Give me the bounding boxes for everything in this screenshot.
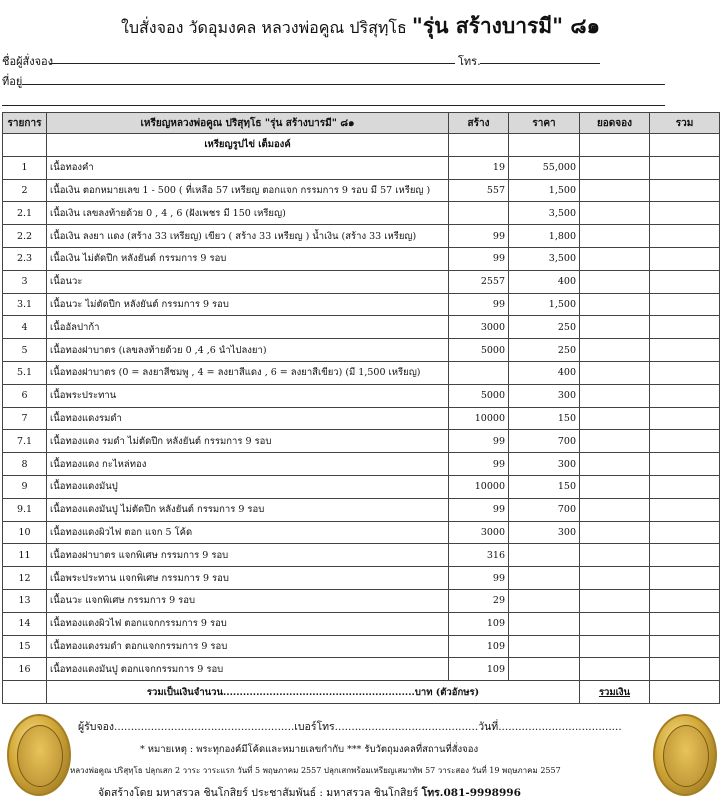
table-row: [3, 293, 720, 316]
table-row: [3, 567, 720, 590]
row-total-cell[interactable]: [650, 225, 720, 248]
row-total-cell[interactable]: [650, 270, 720, 293]
address-label: ที่อยู่: [2, 75, 23, 88]
row-total-cell[interactable]: [650, 202, 720, 225]
row-price: 1,500: [509, 179, 580, 202]
table-row: [3, 156, 720, 179]
row-description: เนื้อนวะ แจกพิเศษ กรรมการ 9 รอบ: [47, 589, 449, 612]
row-order-qty-cell[interactable]: [580, 567, 650, 590]
remark-note: * หมายเหตุ : พระทุกองค์มีโค้ดและหมายเลขกำกับ *** รับวัตถุมงคลที่สถานที่สั่งจอง: [140, 744, 479, 755]
row-description: เนื้ออัลปาก้า: [47, 316, 449, 339]
table-row: [3, 498, 720, 521]
row-no: 8: [3, 453, 47, 476]
row-price: 400: [509, 361, 580, 384]
table-row: [3, 521, 720, 544]
row-created-qty: 109: [449, 635, 509, 658]
table-row: [3, 361, 720, 384]
row-no: 5: [3, 339, 47, 362]
orderer-label: ชื่อผู้สั่งจอง: [2, 55, 54, 68]
table-row: [3, 544, 720, 567]
row-no: 7: [3, 407, 47, 430]
row-total-cell[interactable]: [650, 156, 720, 179]
row-order-qty-cell[interactable]: [580, 658, 650, 681]
row-price: 250: [509, 316, 580, 339]
row-total-cell[interactable]: [650, 475, 720, 498]
row-total-cell[interactable]: [650, 407, 720, 430]
table-row: [3, 225, 720, 248]
row-no: 7.1: [3, 430, 47, 453]
table-row: [3, 453, 720, 476]
row-description: เนื้อทองฝาบาตร (0 = ลงยาสีชมพู , 4 = ลงยาสีแดง , 6 = ลงยาสีเขียว) (มี 1,500 เหรียญ): [47, 361, 449, 384]
row-description: เนื้อเงิน เลขลงท้ายด้วย 0 , 4 , 6 (ฝังเพชร มี 150 เหรียญ): [47, 202, 449, 225]
row-description: เนื้อทองฝาบาตร แจกพิเศษ กรรมการ 9 รอบ: [47, 544, 449, 567]
table-row: [3, 589, 720, 612]
row-total-cell[interactable]: [650, 521, 720, 544]
row-total-cell[interactable]: [650, 179, 720, 202]
row-no: 2.2: [3, 225, 47, 248]
row-created-qty: 316: [449, 544, 509, 567]
row-price: [509, 567, 580, 590]
row-description: เนื้อทองแดงรมดำ: [47, 407, 449, 430]
row-order-qty-cell[interactable]: [580, 453, 650, 476]
col-total: รวม: [650, 113, 720, 134]
row-total-cell[interactable]: [650, 612, 720, 635]
row-no: 2: [3, 179, 47, 202]
row-price: [509, 635, 580, 658]
row-description: เนื้อทองแดงมันปู: [47, 475, 449, 498]
row-created-qty: 99: [449, 247, 509, 270]
row-order-qty-cell[interactable]: [580, 316, 650, 339]
row-total-cell[interactable]: [650, 635, 720, 658]
row-order-qty-cell[interactable]: [580, 407, 650, 430]
row-created-qty: 2557: [449, 270, 509, 293]
row-description: เนื้อทองแดงรมดำ ตอกแจกกรรมการ 9 รอบ: [47, 635, 449, 658]
row-order-qty-cell[interactable]: [580, 202, 650, 225]
row-order-qty-cell[interactable]: [580, 339, 650, 362]
row-total-cell[interactable]: [650, 293, 720, 316]
row-price: 150: [509, 475, 580, 498]
section-row: [3, 134, 720, 157]
row-description: เนื้อเงิน ลงยา แดง (สร้าง 33 เหรียญ) เขียว ( สร้าง 33 เหรียญ ) น้ำเงิน (สร้าง 33 เหรียญ): [47, 225, 449, 248]
row-price: 55,000: [509, 156, 580, 179]
row-description: เนื้อเงิน ไม่ตัดปีก หลังยันต์ กรรมการ 9 รอบ: [47, 247, 449, 270]
table-row: [3, 635, 720, 658]
row-total-cell[interactable]: [650, 339, 720, 362]
col-item-no: รายการ: [3, 113, 47, 134]
table-row: [3, 270, 720, 293]
row-price: 300: [509, 453, 580, 476]
row-price: 250: [509, 339, 580, 362]
row-no: 15: [3, 635, 47, 658]
organizer-line: [98, 784, 521, 801]
row-created-qty: 5000: [449, 339, 509, 362]
row-price: [509, 589, 580, 612]
row-created-qty: 19: [449, 156, 509, 179]
phone-field[interactable]: [480, 63, 600, 64]
row-total-cell[interactable]: [650, 589, 720, 612]
row-price: 300: [509, 384, 580, 407]
row-no: 13: [3, 589, 47, 612]
table-row: [3, 247, 720, 270]
row-price: 3,500: [509, 247, 580, 270]
row-created-qty: 99: [449, 498, 509, 521]
row-order-qty-cell[interactable]: [580, 544, 650, 567]
row-total-cell[interactable]: [650, 430, 720, 453]
row-order-qty-cell[interactable]: [580, 612, 650, 635]
row-created-qty: [449, 202, 509, 225]
col-ordered: ยอดจอง: [580, 113, 650, 134]
row-description: เนื้อนวะ: [47, 270, 449, 293]
row-no: 10: [3, 521, 47, 544]
row-total-cell[interactable]: [650, 498, 720, 521]
order-table: [2, 112, 720, 704]
row-no: 9.1: [3, 498, 47, 521]
row-order-qty-cell[interactable]: [580, 498, 650, 521]
row-order-qty-cell[interactable]: [580, 293, 650, 316]
row-order-qty-cell[interactable]: [580, 179, 650, 202]
row-no: 12: [3, 567, 47, 590]
table-row: [3, 339, 720, 362]
receiver-line: ผู้รับจอง......................................................เบอร์โทร...........................................วันที่.....................................: [78, 721, 622, 733]
row-description: เนื้อพระประทาน แจกพิเศษ กรรมการ 9 รอบ: [47, 567, 449, 590]
medal-back-image: [653, 714, 717, 796]
document-title: [0, 10, 721, 43]
row-price: 300: [509, 521, 580, 544]
row-no: 6: [3, 384, 47, 407]
row-created-qty: 99: [449, 225, 509, 248]
row-description: เนื้อทองแดงมันปู ตอกแจกกรรมการ 9 รอบ: [47, 658, 449, 681]
row-total-cell[interactable]: [650, 361, 720, 384]
row-price: [509, 612, 580, 635]
row-price: 1,500: [509, 293, 580, 316]
table-row: [3, 316, 720, 339]
row-description: เนื้อเงิน ตอกหมายเลข 1 - 500 ( ที่เหลือ 57 เหรียญ ตอกแจก กรรมการ 9 รอบ มี 57 เหรียญ ): [47, 179, 449, 202]
row-order-qty-cell[interactable]: [580, 521, 650, 544]
row-price: 700: [509, 498, 580, 521]
row-no: 4: [3, 316, 47, 339]
row-order-qty-cell[interactable]: [580, 225, 650, 248]
row-created-qty: 10000: [449, 407, 509, 430]
row-no: 9: [3, 475, 47, 498]
row-no: 2.1: [3, 202, 47, 225]
row-created-qty: 109: [449, 612, 509, 635]
row-no: 14: [3, 612, 47, 635]
total-row: [3, 681, 720, 704]
row-order-qty-cell[interactable]: [580, 270, 650, 293]
row-total-cell[interactable]: [650, 316, 720, 339]
row-created-qty: 29: [449, 589, 509, 612]
row-description: เนื้อทองฝาบาตร (เลขลงท้ายด้วย 0 ,4 ,6 นำไปลงยา): [47, 339, 449, 362]
table-header: [3, 113, 720, 134]
row-no: 3.1: [3, 293, 47, 316]
row-created-qty: [449, 361, 509, 384]
row-order-qty-cell[interactable]: [580, 635, 650, 658]
row-description: เนื้อทองแดงมันปู ไม่ตัดปีก หลังยันต์ กรรมการ 9 รอบ: [47, 498, 449, 521]
table-row: [3, 475, 720, 498]
row-price: [509, 544, 580, 567]
row-price: 1,800: [509, 225, 580, 248]
title-prefix: ใบสั่งจอง วัดอุมงคล หลวงพ่อคูณ ปริสุทฺโธ: [121, 18, 407, 37]
row-created-qty: 557: [449, 179, 509, 202]
row-description: เนื้อทองคำ: [47, 156, 449, 179]
row-created-qty: 3000: [449, 316, 509, 339]
row-total-cell[interactable]: [650, 384, 720, 407]
row-order-qty-cell[interactable]: [580, 384, 650, 407]
col-description: เหรียญหลวงพ่อคูณ ปริสุทฺโธ "รุ่น สร้างบารมี" ๘๑: [47, 113, 449, 134]
row-no: 16: [3, 658, 47, 681]
address-field-line-1[interactable]: [22, 84, 665, 85]
table-row: [3, 384, 720, 407]
table-row: [3, 612, 720, 635]
row-price: 150: [509, 407, 580, 430]
row-price: 700: [509, 430, 580, 453]
col-created: สร้าง: [449, 113, 509, 134]
table-row: [3, 658, 720, 681]
row-description: เนื้อพระประทาน: [47, 384, 449, 407]
footer: [0, 712, 721, 800]
row-description: เนื้อทองแดงผิวไฟ ตอก แจก 5 โค้ด: [47, 521, 449, 544]
col-price: ราคา: [509, 113, 580, 134]
contact-phone: โทร.081-9998996: [421, 787, 521, 799]
row-created-qty: 99: [449, 567, 509, 590]
row-order-qty-cell[interactable]: [580, 156, 650, 179]
row-description: เนื้อทองแดงผิวไฟ ตอกแจกกรรมการ 9 รอบ: [47, 612, 449, 635]
row-no: 5.1: [3, 361, 47, 384]
row-order-qty-cell[interactable]: [580, 430, 650, 453]
row-description: เนื้อนวะ ไม่ตัดปีก หลังยันต์ กรรมการ 9 รอบ: [47, 293, 449, 316]
row-created-qty: 99: [449, 453, 509, 476]
medal-front-image: [7, 714, 71, 796]
row-order-qty-cell[interactable]: [580, 247, 650, 270]
row-created-qty: 3000: [449, 521, 509, 544]
total-label: รวมเงิน: [580, 681, 650, 704]
table-row: [3, 179, 720, 202]
total-amount-cell[interactable]: [650, 681, 720, 704]
organizer-text: จัดสร้างโดย มหาสรวล ชินโกสิยร์ ประชาสัมพันธ์ : มหาสรวล ชินโกสิยร์: [98, 787, 419, 799]
row-no: 2.3: [3, 247, 47, 270]
row-created-qty: 5000: [449, 384, 509, 407]
row-no: 11: [3, 544, 47, 567]
row-price: 3,500: [509, 202, 580, 225]
row-created-qty: 109: [449, 658, 509, 681]
table-row: [3, 202, 720, 225]
row-created-qty: 10000: [449, 475, 509, 498]
row-total-cell[interactable]: [650, 567, 720, 590]
row-total-cell[interactable]: [650, 544, 720, 567]
table-row: [3, 430, 720, 453]
row-description: เนื้อทองแดง รมดำ ไม่ตัดปีก หลังยันต์ กรรมการ 9 รอบ: [47, 430, 449, 453]
ceremony-info: หลวงพ่อคูณ ปริสุทฺโธ ปลุกเสก 2 วาระ วาระแรก วันที่ 5 พฤษภาคม 2557 ปลุกเสกพร้อมเหรียญเสมาทัพ 57 วาระสอง วันที่ 19 พฤษภาคม 2557: [70, 766, 561, 775]
section-title: เหรียญรูปไข่ เต็มองค์: [47, 134, 449, 157]
row-price: [509, 658, 580, 681]
row-no: 1: [3, 156, 47, 179]
title-series: "รุ่น สร้างบารมี" ๘๑: [411, 13, 600, 38]
row-created-qty: 99: [449, 430, 509, 453]
address-field-line-2[interactable]: [2, 105, 665, 106]
row-total-cell[interactable]: [650, 453, 720, 476]
row-total-cell[interactable]: [650, 247, 720, 270]
row-order-qty-cell[interactable]: [580, 361, 650, 384]
row-order-qty-cell[interactable]: [580, 475, 650, 498]
table-row: [3, 407, 720, 430]
row-no: 3: [3, 270, 47, 293]
row-description: เนื้อทองแดง กะไหล่ทอง: [47, 453, 449, 476]
total-in-words: รวมเป็นเงินจำนวน..........................................................บาท (ตัวอักษร): [47, 681, 580, 704]
row-price: 400: [509, 270, 580, 293]
phone-label: โทร.: [458, 55, 481, 68]
row-created-qty: 99: [449, 293, 509, 316]
row-order-qty-cell[interactable]: [580, 589, 650, 612]
row-total-cell[interactable]: [650, 658, 720, 681]
orderer-name-field[interactable]: [50, 63, 455, 64]
